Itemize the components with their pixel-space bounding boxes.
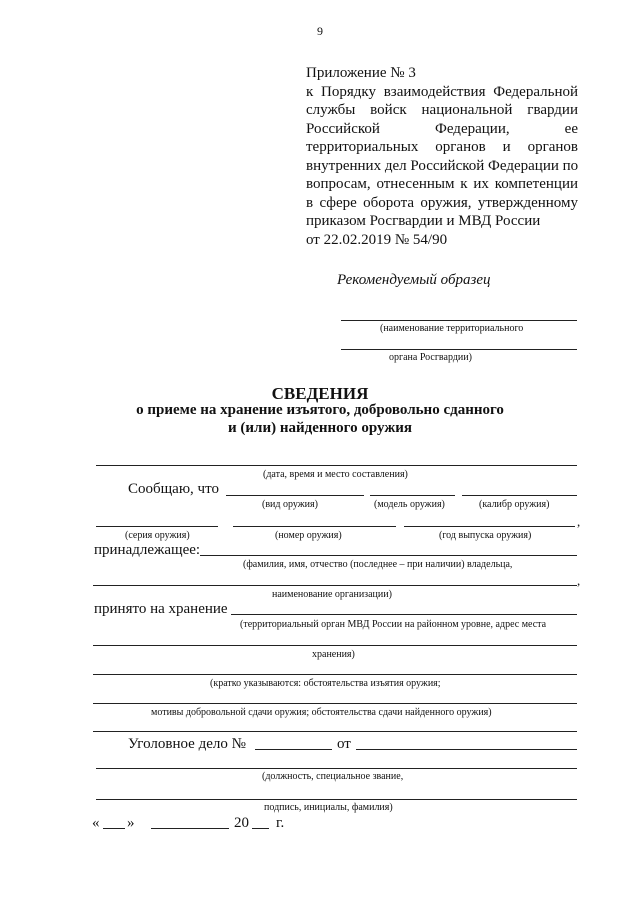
appendix-date: от 22.02.2019 № 54/90 xyxy=(306,231,448,248)
row-comma: , xyxy=(577,573,581,588)
circumstances-caption-1: (кратко указываются: обстоятельства изъятия оружия; xyxy=(210,678,441,689)
date-year-prefix: 20 xyxy=(234,815,249,831)
appendix-line: внутренних дел Российской Федерации по xyxy=(306,157,579,174)
storage-caption-1: (территориальный орган МВД России на районном уровне, адрес места xyxy=(240,619,547,630)
date-open-quote: « xyxy=(92,815,100,831)
weapon-series-line[interactable] xyxy=(96,526,218,527)
signature-caption: подпись, инициалы, фамилия) xyxy=(264,802,393,813)
date-place-caption: (дата, время и место составления) xyxy=(263,469,408,480)
circumstances-line-1[interactable] xyxy=(93,674,577,675)
circumstances-caption-2: мотивы добровольной сдачи оружия; обстоятельства сдачи найденного оружия) xyxy=(151,707,492,718)
appendix-line: Российской Федерации, ее xyxy=(306,120,578,137)
doc-subtitle-2: и (или) найденного оружия xyxy=(228,420,412,436)
storage-caption-2: хранения) xyxy=(312,649,355,660)
appendix-line: территориальных органов и органов xyxy=(306,139,578,155)
position-caption: (должность, специальное звание, xyxy=(262,771,404,782)
report-label: Сообщаю, что xyxy=(128,481,219,497)
weapon-year-line[interactable] xyxy=(404,526,575,527)
addressee-caption-1: (наименование территориального xyxy=(380,323,524,334)
date-year-suffix: г. xyxy=(276,815,285,831)
storage-line-2[interactable] xyxy=(93,645,577,646)
weapon-number-line[interactable] xyxy=(233,526,396,527)
date-close-quote: » xyxy=(127,815,135,831)
page-number: 9 xyxy=(317,24,323,38)
appendix-line: к Порядку взаимодействия Федеральной xyxy=(306,83,578,100)
organization-line[interactable] xyxy=(93,585,577,586)
recommended-sample: Рекомендуемый образец xyxy=(337,272,491,288)
organization-caption: наименование организации) xyxy=(272,589,392,600)
signature-line[interactable] xyxy=(96,799,577,800)
date-year-line[interactable] xyxy=(252,828,269,829)
case-label: Уголовное дело № xyxy=(128,736,246,752)
weapon-model-caption: (модель оружия) xyxy=(374,499,445,510)
weapon-caliber-line[interactable] xyxy=(462,495,577,496)
weapon-type-line[interactable] xyxy=(226,495,364,496)
position-line[interactable] xyxy=(96,768,577,769)
date-day-line[interactable] xyxy=(103,828,125,829)
row-comma: , xyxy=(577,514,581,529)
owner-label: принадлежащее: xyxy=(94,542,201,558)
case-from-label: от xyxy=(337,736,351,752)
storage-line[interactable] xyxy=(231,614,577,615)
appendix-line: приказом Росгвардии и МВД России xyxy=(306,213,541,229)
addressee-line-1[interactable] xyxy=(341,320,577,321)
weapon-type-caption: (вид оружия) xyxy=(262,499,318,510)
weapon-number-caption: (номер оружия) xyxy=(275,530,342,541)
weapon-model-line[interactable] xyxy=(370,495,455,496)
storage-label: принято на хранение xyxy=(94,601,228,617)
appendix-line: службы войск национальной гвардии xyxy=(306,102,578,118)
weapon-caliber-caption: (калибр оружия) xyxy=(479,499,550,510)
owner-caption: (фамилия, имя, отчество (последнее – при наличии) владельца, xyxy=(243,559,513,570)
doc-title: СВЕДЕНИЯ xyxy=(271,384,369,403)
appendix-title: Приложение № 3 xyxy=(306,65,416,81)
weapon-year-caption: (год выпуска оружия) xyxy=(439,530,532,541)
circumstances-line-2[interactable] xyxy=(93,703,577,704)
appendix-line: вопросам, отнесенным к их компетенции xyxy=(306,176,578,192)
appendix-line: в сфере оборота оружия, утвержденному xyxy=(306,194,578,211)
addressee-caption-2: органа Росгвардии) xyxy=(389,352,472,363)
doc-subtitle-1: о приеме на хранение изъятого, добровольно сданного xyxy=(136,402,504,418)
date-place-line[interactable] xyxy=(96,465,577,466)
owner-line[interactable] xyxy=(200,555,577,556)
circumstances-line-3[interactable] xyxy=(93,731,577,732)
case-number-line[interactable] xyxy=(255,749,332,750)
addressee-line-2[interactable] xyxy=(341,349,577,350)
appendix-block xyxy=(306,64,578,249)
weapon-series-caption: (серия оружия) xyxy=(125,530,190,541)
case-date-line[interactable] xyxy=(356,749,577,750)
date-month-line[interactable] xyxy=(151,828,229,829)
